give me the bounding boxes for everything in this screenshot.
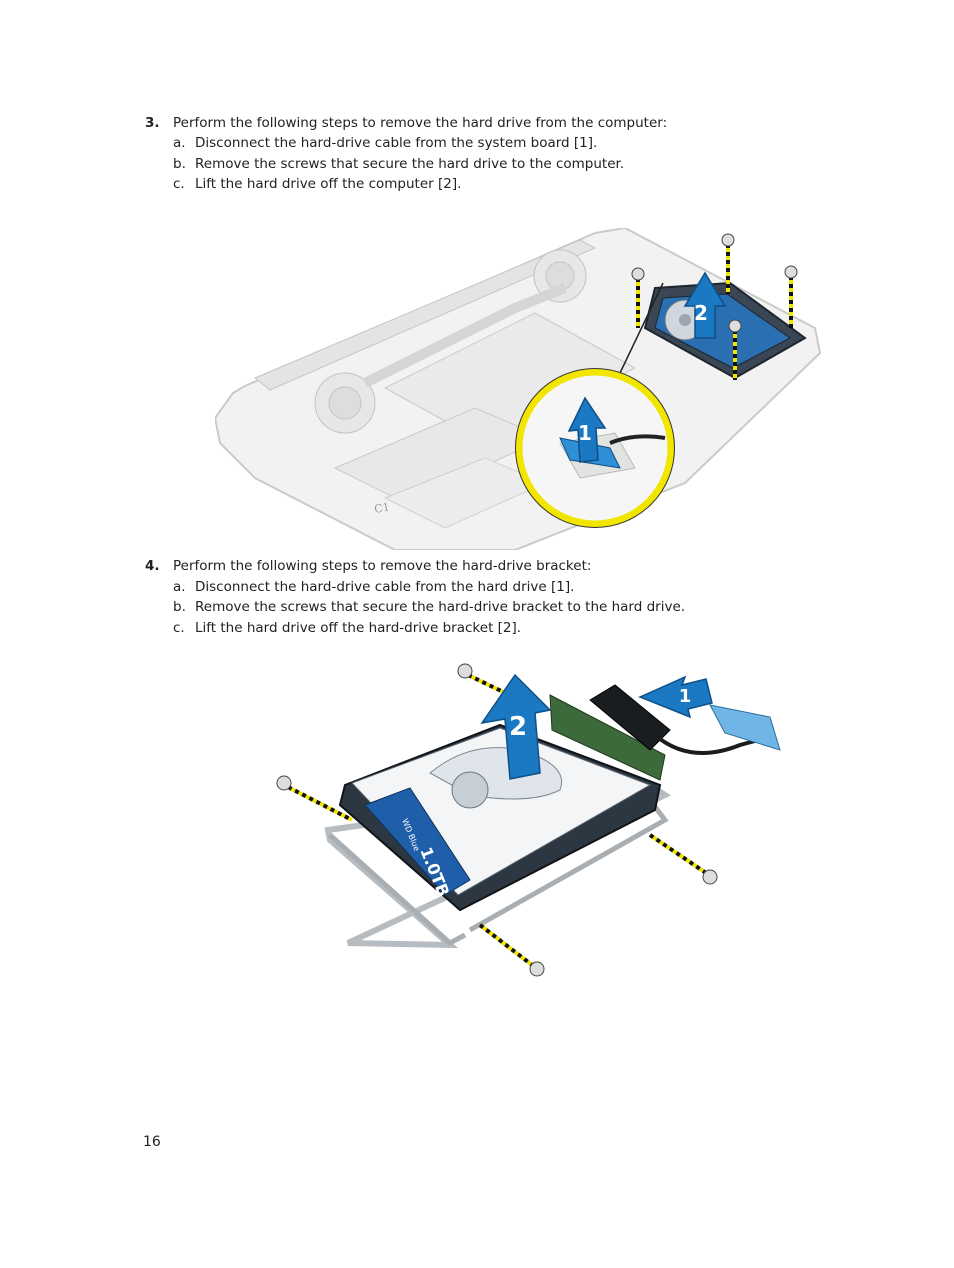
page-number: 16 xyxy=(143,1134,161,1150)
substep-letter: c. xyxy=(173,176,185,192)
hard-drive-bracket-illustration xyxy=(270,655,790,985)
drive-capacity-label: 1.0TB xyxy=(416,844,454,900)
callout-1: 1 xyxy=(678,686,692,707)
drive-brand-label: WD Blue xyxy=(400,817,422,853)
callout-1: 1 xyxy=(578,421,592,445)
substep-text: Lift the hard drive off the computer [2]. xyxy=(195,176,462,192)
board-label: C1 xyxy=(373,500,391,516)
substep-letter: b. xyxy=(173,599,186,615)
disconnect-arrow-icon xyxy=(640,677,712,717)
screw-icon xyxy=(650,835,717,884)
step-text: Perform the following steps to remove the hard-drive bracket: xyxy=(173,558,592,574)
substep-3b xyxy=(173,156,624,172)
step-number: 3. xyxy=(145,115,160,131)
substep-letter: b. xyxy=(173,156,186,172)
callout-2: 2 xyxy=(694,301,708,325)
substep-4b xyxy=(173,599,685,615)
substep-text: Lift the hard drive off the hard-drive bracket [2]. xyxy=(195,620,522,636)
zoom-callout xyxy=(516,369,675,528)
substep-3a xyxy=(173,135,597,151)
callout-2: 2 xyxy=(508,712,528,742)
substep-text: Disconnect the hard-drive cable from the system board [1]. xyxy=(195,135,598,151)
substep-letter: a. xyxy=(173,135,186,151)
substep-letter: a. xyxy=(173,579,186,595)
step-number: 4. xyxy=(145,558,160,574)
screw-icon xyxy=(480,925,544,976)
substep-3c xyxy=(173,176,461,192)
substep-4a xyxy=(173,579,574,595)
substep-text: Remove the screws that secure the hard drive to the computer. xyxy=(195,156,625,172)
step-text: Perform the following steps to remove the hard drive from the computer: xyxy=(173,115,668,131)
substep-4c xyxy=(173,620,521,636)
laptop-hard-drive-illustration xyxy=(215,228,825,550)
substep-text: Remove the screws that secure the hard-drive bracket to the hard drive. xyxy=(195,599,686,615)
substep-text: Disconnect the hard-drive cable from the hard drive [1]. xyxy=(195,579,575,595)
substep-letter: c. xyxy=(173,620,185,636)
